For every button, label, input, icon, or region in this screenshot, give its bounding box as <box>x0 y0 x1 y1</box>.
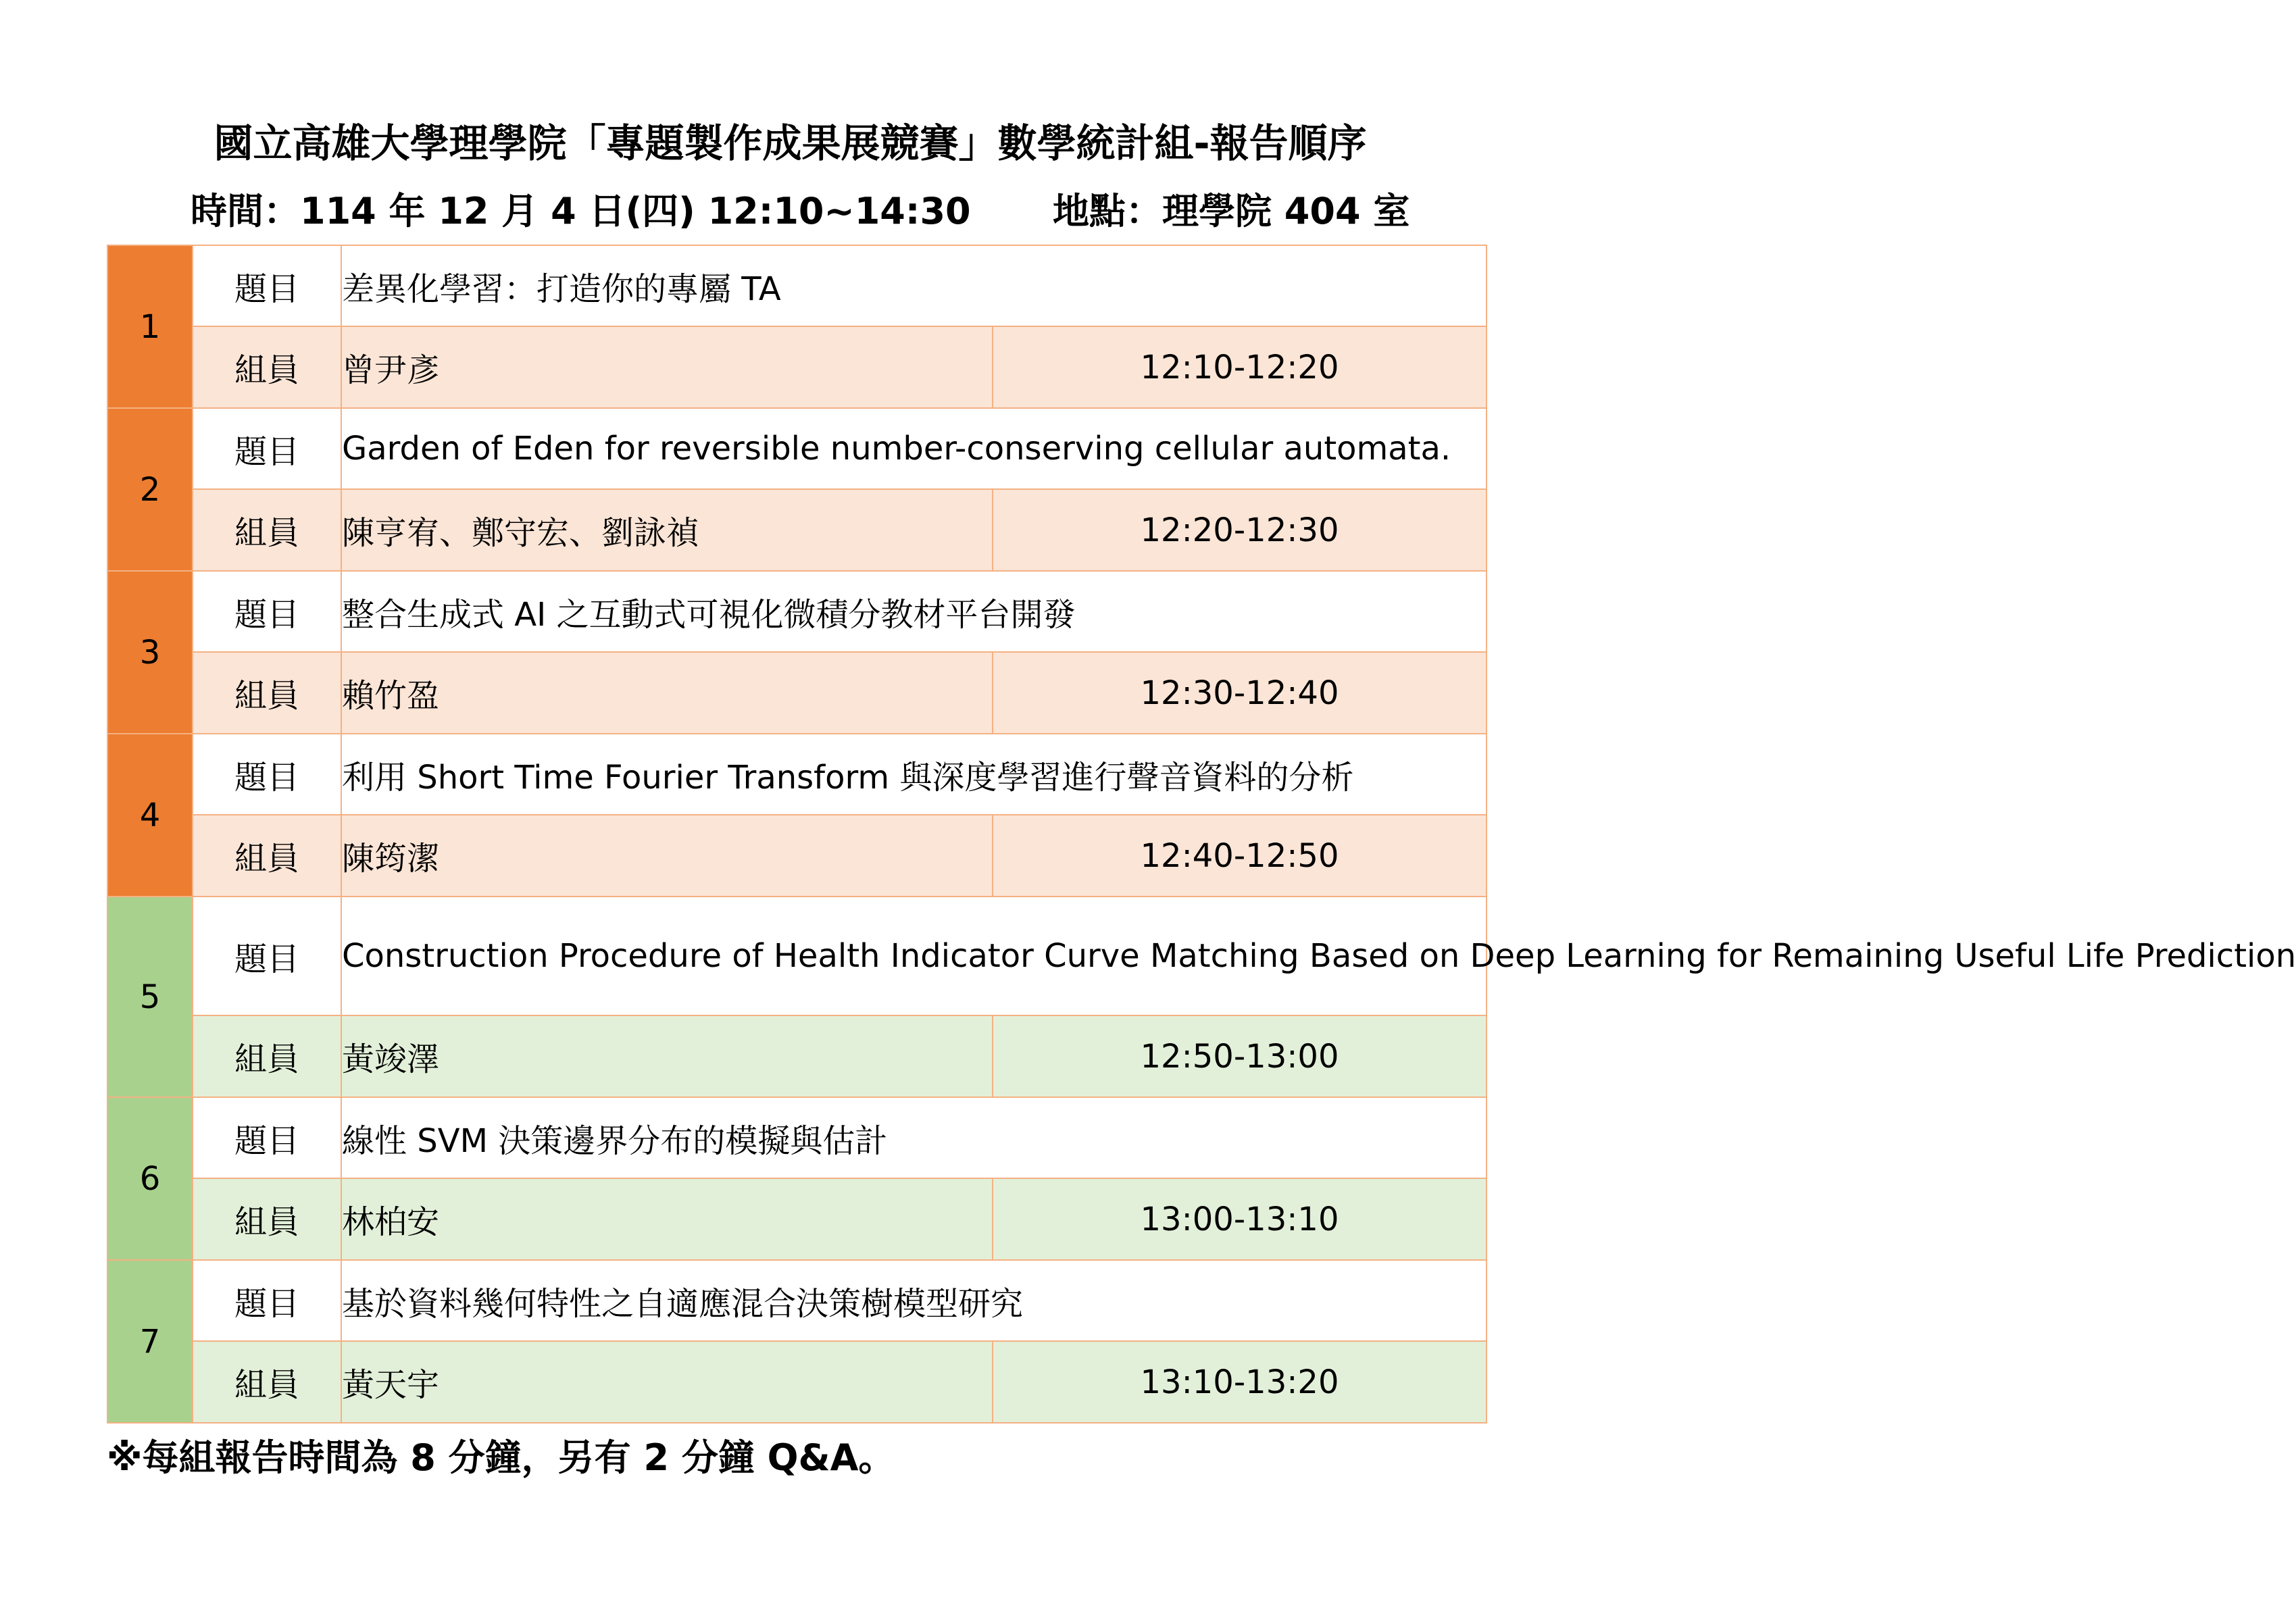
group-6-topic-row <box>107 1097 1487 1178</box>
group-number: 4 <box>107 734 193 897</box>
group-members: 陳筠潔 <box>341 815 993 897</box>
group-topic: 整合生成式 AI 之互動式可視化微積分教材平台開發 <box>341 571 1487 652</box>
group-topic: 差異化學習：打造你的專屬 TA <box>341 245 1487 326</box>
group-number: 3 <box>107 571 193 734</box>
group-topic: Construction Procedure of Health Indicator Curve Matching Based on Deep Learning for Remaining Useful Life Prediction <box>341 897 1487 1015</box>
group-members: 賴竹盈 <box>341 652 993 734</box>
group-members: 黃天宇 <box>341 1341 993 1423</box>
group-number: 2 <box>107 408 193 571</box>
group-4-member-row <box>107 815 1487 897</box>
group-time: 13:00-13:10 <box>993 1178 1487 1260</box>
members-label: 組員 <box>193 1341 341 1423</box>
members-label: 組員 <box>193 489 341 571</box>
group-time: 12:20-12:30 <box>993 489 1487 571</box>
group-members: 黃竣澤 <box>341 1015 993 1097</box>
topic-label: 題目 <box>193 408 341 489</box>
members-label: 組員 <box>193 652 341 734</box>
topic-label: 題目 <box>193 1260 341 1341</box>
group-number: 5 <box>107 897 193 1097</box>
topic-label: 題目 <box>193 571 341 652</box>
group-members: 林柏安 <box>341 1178 993 1260</box>
group-topic: 線性 SVM 決策邊界分布的模擬與估計 <box>341 1097 1487 1178</box>
members-label: 組員 <box>193 1178 341 1260</box>
topic-label: 題目 <box>193 734 341 815</box>
page-title: 國立高雄大學理學院「專題製作成果展競賽」數學統計組-報告順序 <box>214 120 1367 166</box>
members-label: 組員 <box>193 326 341 408</box>
group-members: 曾尹彥 <box>341 326 993 408</box>
group-3-topic-row <box>107 571 1487 652</box>
footnote: ※每組報告時間為 8 分鐘，另有 2 分鐘 Q&A。 <box>107 1436 895 1479</box>
group-2-topic-row <box>107 408 1487 489</box>
group-2-member-row <box>107 489 1487 571</box>
group-topic: 基於資料幾何特性之自適應混合決策樹模型研究 <box>341 1260 1487 1341</box>
group-time: 12:10-12:20 <box>993 326 1487 408</box>
schedule-table <box>107 245 2296 1424</box>
group-5-member-row <box>107 1015 1487 1097</box>
group-number: 1 <box>107 245 193 408</box>
group-5-topic-row <box>107 897 1487 1015</box>
group-time: 12:50-13:00 <box>993 1015 1487 1097</box>
topic-label: 題目 <box>193 1097 341 1178</box>
topic-label: 題目 <box>193 245 341 326</box>
group-topic: 利用 Short Time Fourier Transform 與深度學習進行聲音資料的分析 <box>341 734 1487 815</box>
topic-label: 題目 <box>193 897 341 1015</box>
group-3-member-row <box>107 652 1487 734</box>
group-7-member-row <box>107 1341 1487 1423</box>
event-place: 地點：理學院 404 室 <box>1053 190 1410 232</box>
group-4-topic-row <box>107 734 1487 815</box>
members-label: 組員 <box>193 815 341 897</box>
group-time: 13:10-13:20 <box>993 1341 1487 1423</box>
group-time: 12:40-12:50 <box>993 815 1487 897</box>
group-number: 7 <box>107 1260 193 1423</box>
event-time: 時間：114 年 12 月 4 日(四) 12:10~14:30 <box>191 190 971 232</box>
group-number: 6 <box>107 1097 193 1260</box>
group-7-topic-row <box>107 1260 1487 1341</box>
group-6-member-row <box>107 1178 1487 1260</box>
group-members: 陳亨宥、鄭守宏、劉詠禎 <box>341 489 993 571</box>
group-time: 12:30-12:40 <box>993 652 1487 734</box>
members-label: 組員 <box>193 1015 341 1097</box>
group-topic: Garden of Eden for reversible number-conserving cellular automata. <box>341 408 1487 489</box>
group-1-member-row <box>107 326 1487 408</box>
group-1-topic-row <box>107 245 1487 326</box>
